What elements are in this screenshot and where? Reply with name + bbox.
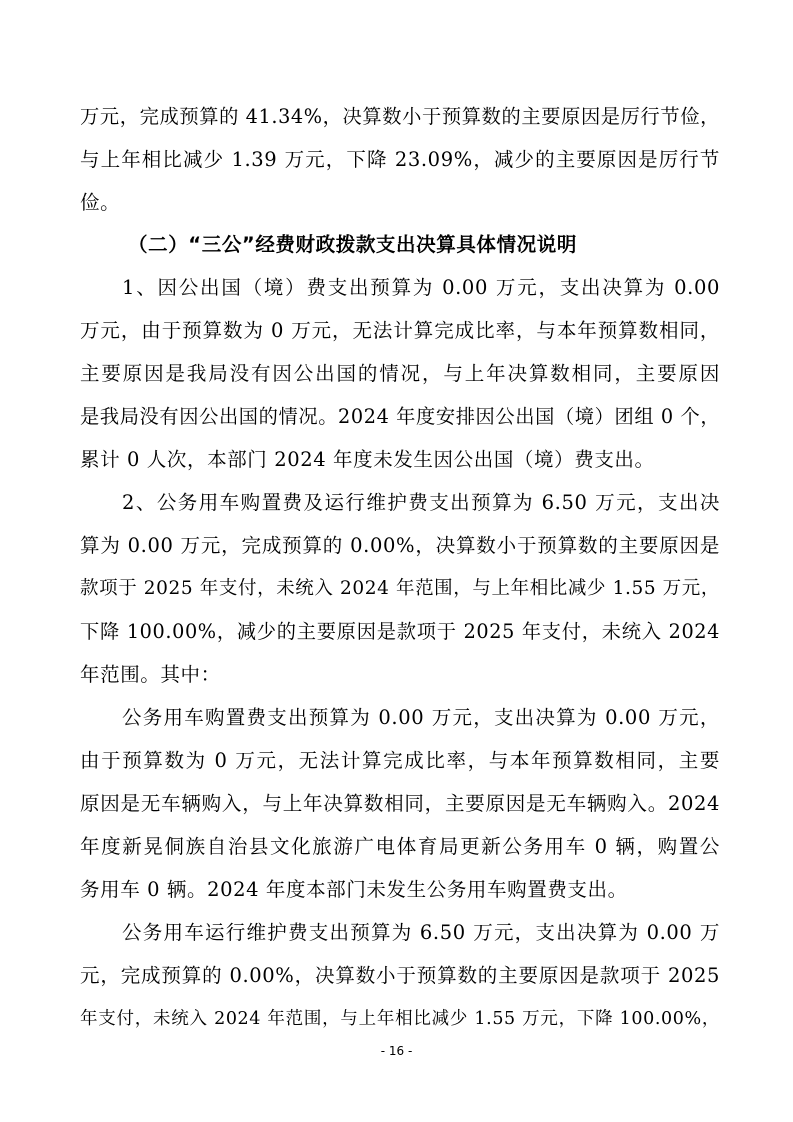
paragraph-line: 俭。 xyxy=(80,191,121,214)
maintenance-line: 年支付，未统入 2024 年范围，与上年相比减少 1.55 万元，下降 100.00%， xyxy=(80,1009,720,1029)
item2-line: 年范围。其中： xyxy=(80,663,221,686)
purchase-line: 公务用车购置费支出预算为 0.00 万元，支出决算为 0.00 万元， xyxy=(122,706,720,729)
paragraph-line: 与上年相比减少 1.39 万元，下降 23.09%，减少的主要原因是厉行节 xyxy=(80,148,720,171)
page-number: - 16 - xyxy=(380,1044,413,1058)
item1-line: 1、因公出国（境）费支出预算为 0.00 万元，支出决算为 0.00 xyxy=(122,276,720,299)
item1-line: 万元，由于预算数为 0 万元，无法计算完成比率，与本年预算数相同， xyxy=(80,319,720,342)
purchase-line: 原因是无车辆购入，与上年决算数相同，主要原因是无车辆购入。2024 xyxy=(80,792,720,815)
paragraph-line: 万元，完成预算的 41.34%，决算数小于预算数的主要原因是厉行节俭， xyxy=(80,105,720,128)
maintenance-line: 元，完成预算的 0.00%，决算数小于预算数的主要原因是款项于 2025 xyxy=(80,964,720,987)
item2-line: 下降 100.00%，减少的主要原因是款项于 2025 年支付，未统入 2024 xyxy=(80,620,720,643)
purchase-line: 由于预算数为 0 万元，无法计算完成比率，与本年预算数相同，主要 xyxy=(80,749,720,772)
item1-line: 累计 0 人次，本部门 2024 年度未发生因公出国（境）费支出。 xyxy=(80,448,655,471)
item2-line: 算为 0.00 万元，完成预算的 0.00%，决算数小于预算数的主要原因是 xyxy=(80,534,720,557)
section-heading: （二）“三公”经费财政拨款支出决算具体情况说明 xyxy=(128,233,577,256)
item1-line: 是我局没有因公出国的情况。2024 年度安排因公出国（境）团组 0 个， xyxy=(80,405,721,428)
item1-line: 主要原因是我局没有因公出国的情况，与上年决算数相同，主要原因 xyxy=(80,362,720,385)
purchase-line: 年度新晃侗族自治县文化旅游广电体育局更新公务用车 0 辆，购置公 xyxy=(80,835,720,858)
item2-line: 2、公务用车购置费及运行维护费支出预算为 6.50 万元，支出决 xyxy=(122,491,720,514)
maintenance-line: 公务用车运行维护费支出预算为 6.50 万元，支出决算为 0.00 万 xyxy=(122,921,720,944)
purchase-line: 务用车 0 辆。2024 年度本部门未发生公务用车购置费支出。 xyxy=(80,878,628,901)
item2-line: 款项于 2025 年支付，未统入 2024 年范围，与上年相比减少 1.55 万元， xyxy=(80,578,720,599)
